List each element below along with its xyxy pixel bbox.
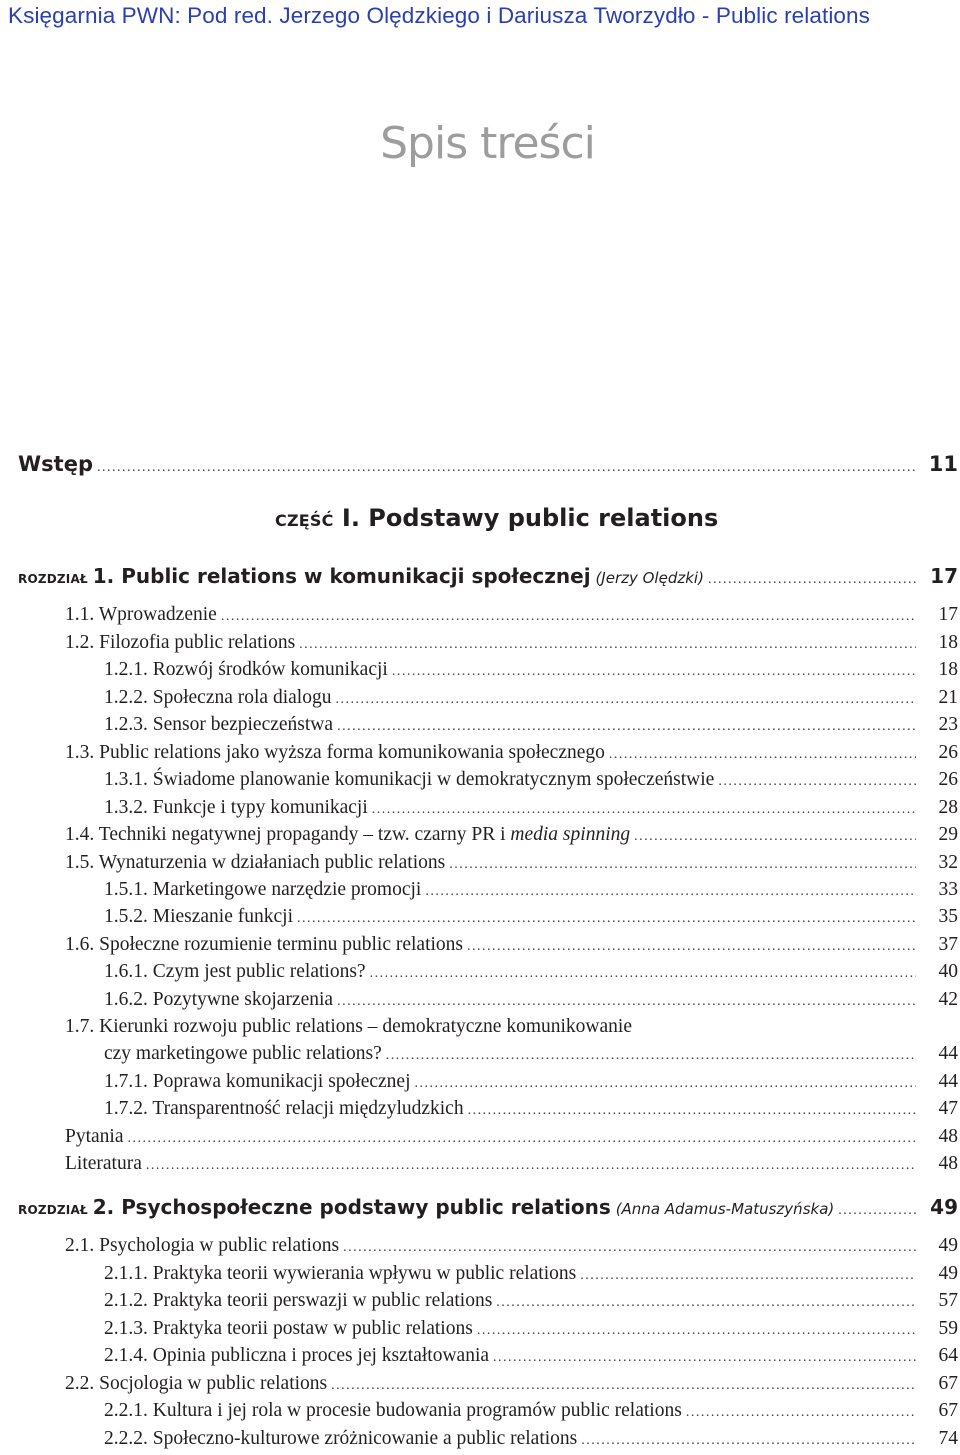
toc-entry-label: Literatura bbox=[65, 1153, 142, 1174]
toc-page-number: 49 bbox=[930, 1195, 958, 1219]
chapter-prefix: ROZDZIAŁ bbox=[18, 1203, 88, 1217]
toc-entry-text bbox=[104, 1397, 682, 1425]
toc-entry-label-line2: czy marketingowe public relations? bbox=[104, 1043, 382, 1064]
toc-entry-label: Funkcje i typy komunikacji bbox=[152, 797, 368, 818]
toc-entry-number: 2.1.2. bbox=[104, 1290, 148, 1311]
toc-entry-number: 2.2.2. bbox=[104, 1428, 148, 1449]
toc-entry-text bbox=[104, 1260, 576, 1288]
toc-leader bbox=[370, 960, 916, 988]
toc-entry-text bbox=[104, 1425, 577, 1453]
toc-entry[interactable] bbox=[0, 601, 960, 629]
toc-entry[interactable] bbox=[0, 766, 960, 794]
toc-entry-number: 1.5.2. bbox=[104, 906, 148, 927]
toc-leader bbox=[221, 603, 916, 631]
toc-leader bbox=[343, 1234, 916, 1262]
toc-leader bbox=[609, 741, 916, 769]
toc-entry[interactable] bbox=[0, 903, 960, 931]
toc-entry-label: Sensor bezpieczeństwa bbox=[152, 714, 334, 735]
toc-entry[interactable] bbox=[0, 1068, 960, 1096]
toc-leader bbox=[331, 1372, 916, 1400]
toc-page-number: 23 bbox=[938, 714, 958, 735]
toc-leader bbox=[297, 905, 916, 933]
toc-entry-label: Wynaturzenia w działaniach public relations bbox=[98, 852, 446, 873]
toc-entry-text bbox=[65, 1123, 124, 1151]
toc-entry-text bbox=[104, 684, 331, 712]
toc-page-number: 44 bbox=[938, 1071, 958, 1092]
toc-leader bbox=[581, 1427, 916, 1455]
toc-leader bbox=[392, 658, 916, 686]
toc-entry[interactable] bbox=[0, 1150, 960, 1178]
toc-entry-label: Socjologia w public relations bbox=[99, 1373, 328, 1394]
toc-entry-number: 2.2.1. bbox=[104, 1400, 148, 1421]
toc-entry-label: Praktyka teorii wywierania wpływu w public relations bbox=[152, 1263, 577, 1284]
toc-entry[interactable] bbox=[0, 1425, 960, 1453]
toc-entry-label-italic: media spinning bbox=[510, 824, 631, 845]
chapter-author: (Anna Adamus-Matuszyńska) bbox=[615, 1200, 835, 1218]
toc-leader bbox=[634, 823, 916, 851]
part-heading bbox=[275, 504, 718, 532]
toc-entry[interactable] bbox=[0, 821, 960, 849]
toc-entry[interactable] bbox=[0, 958, 960, 986]
toc-entry[interactable] bbox=[0, 629, 960, 657]
toc-entry-number: 2.1.1. bbox=[104, 1263, 148, 1284]
toc-page-number: 42 bbox=[938, 989, 958, 1010]
toc-entry[interactable] bbox=[0, 876, 960, 904]
toc-entry-number: 1.6.1. bbox=[104, 961, 148, 982]
toc-leader bbox=[337, 713, 916, 741]
toc-entry[interactable] bbox=[0, 1123, 960, 1151]
toc-page-number: 47 bbox=[938, 1098, 958, 1119]
toc-entry-label: Poprawa komunikacji społecznej bbox=[152, 1071, 411, 1092]
toc-entry[interactable] bbox=[0, 1342, 960, 1370]
toc-entry[interactable] bbox=[0, 931, 960, 959]
toc-page-number: 26 bbox=[938, 742, 958, 763]
toc-page-number: 17 bbox=[938, 604, 958, 625]
toc-leader bbox=[299, 631, 916, 659]
toc-leader bbox=[718, 768, 916, 796]
toc-entry-number: 1.6.2. bbox=[104, 989, 148, 1010]
toc-leader bbox=[838, 1197, 916, 1225]
toc-page-number: 40 bbox=[938, 961, 958, 982]
toc-leader bbox=[493, 1344, 916, 1372]
toc-entry[interactable] bbox=[0, 1260, 960, 1288]
toc-entry-number: 1.7. bbox=[65, 1016, 95, 1037]
toc-page-number: 35 bbox=[938, 906, 958, 927]
toc-entry-label: Opinia publiczna i proces jej kształtowania bbox=[152, 1345, 490, 1366]
toc-entry-label: Czym jest public relations? bbox=[152, 961, 366, 982]
chapter-prefix: ROZDZIAŁ bbox=[18, 572, 88, 586]
toc-entry-number: 1.3.2. bbox=[104, 797, 148, 818]
toc-page-number: 48 bbox=[938, 1153, 958, 1174]
toc-entry-text bbox=[104, 876, 421, 904]
toc-entry-number: 1.5. bbox=[65, 852, 95, 873]
toc-entry-number: 1.2. bbox=[65, 632, 95, 653]
toc-entry-text bbox=[104, 1342, 489, 1370]
toc-entry-number: 1.1. bbox=[65, 604, 95, 625]
toc-leader bbox=[337, 988, 916, 1016]
toc-entry-text bbox=[65, 1150, 142, 1178]
toc-page-number: 11 bbox=[928, 452, 958, 476]
page-title: Spis treści bbox=[380, 118, 595, 169]
toc-page-number: 67 bbox=[938, 1400, 958, 1421]
toc-entry[interactable] bbox=[0, 1370, 960, 1398]
toc-entry-number: 2.1.4. bbox=[104, 1345, 148, 1366]
toc-leader bbox=[372, 796, 916, 824]
toc-entry-number: 1.2.3. bbox=[104, 714, 148, 735]
toc-entry-text bbox=[65, 849, 445, 877]
toc-page-number: 49 bbox=[938, 1235, 958, 1256]
toc-entry-label: Marketingowe narzędzie promocji bbox=[152, 879, 422, 900]
toc-entry-text bbox=[104, 766, 714, 794]
toc-leader bbox=[496, 1289, 916, 1317]
toc-page-number: 33 bbox=[938, 879, 958, 900]
toc-entry-label: Transparentność relacji międzyludzkich bbox=[152, 1098, 464, 1119]
toc-entry-number: 1.5.1. bbox=[104, 879, 148, 900]
toc-entry-number: 1.3. bbox=[65, 742, 95, 763]
toc-page-number: 64 bbox=[938, 1345, 958, 1366]
toc-entry-number: 1.7.1. bbox=[104, 1071, 148, 1092]
toc-entry-label: Rozwój środków komunikacji bbox=[152, 659, 388, 680]
toc-page-number: 26 bbox=[938, 769, 958, 790]
toc-entry[interactable] bbox=[0, 684, 960, 712]
toc-entry-label: Praktyka teorii perswazji w public relations bbox=[152, 1290, 493, 1311]
toc-page-number: 28 bbox=[938, 797, 958, 818]
toc-leader bbox=[335, 686, 916, 714]
toc-page-number: 21 bbox=[938, 687, 958, 708]
toc-leader bbox=[425, 878, 916, 906]
toc-entry[interactable] bbox=[0, 1397, 960, 1425]
toc-entry-label: Społeczne rozumienie terminu public relations bbox=[99, 934, 464, 955]
toc-entry-text bbox=[65, 821, 630, 849]
toc-entry-text bbox=[104, 1315, 473, 1343]
toc-entry[interactable] bbox=[0, 1232, 960, 1260]
toc-entry[interactable] bbox=[0, 739, 960, 767]
toc-page-number: 59 bbox=[938, 1318, 958, 1339]
toc-entry[interactable] bbox=[0, 1287, 960, 1315]
chapter-title: 2. Psychospołeczne podstawy public relations bbox=[92, 1195, 611, 1219]
toc-leader bbox=[580, 1262, 916, 1290]
toc-chapter-2[interactable] bbox=[0, 1193, 960, 1221]
toc-leader bbox=[415, 1070, 916, 1098]
toc-page-number: 18 bbox=[938, 632, 958, 653]
toc-leader bbox=[449, 851, 916, 879]
toc-entry-number: 1.4. bbox=[65, 824, 95, 845]
toc-leader bbox=[708, 566, 916, 594]
toc-entry-text bbox=[65, 601, 217, 629]
toc-entry-label: Kierunki rozwoju public relations – demokratyczne komunikowanie bbox=[99, 1016, 632, 1037]
toc-entry-text bbox=[65, 1013, 632, 1041]
toc-entry[interactable] bbox=[0, 849, 960, 877]
toc-entry-text bbox=[104, 1095, 464, 1123]
toc-page-number: 57 bbox=[938, 1290, 958, 1311]
toc-entry[interactable] bbox=[0, 711, 960, 739]
toc-page-number: 48 bbox=[938, 1126, 958, 1147]
toc-entry-label: Filozofia public relations bbox=[99, 632, 296, 653]
toc-page-number: 18 bbox=[938, 659, 958, 680]
toc-page-number: 67 bbox=[938, 1373, 958, 1394]
toc-entry[interactable] bbox=[0, 794, 960, 822]
toc-entry-text bbox=[104, 986, 333, 1014]
toc-entry-label: Psychologia w public relations bbox=[99, 1235, 340, 1256]
toc-entry-label: Pozytywne skojarzenia bbox=[152, 989, 334, 1010]
toc-entry-number: 1.3.1. bbox=[104, 769, 148, 790]
toc-page-number: 49 bbox=[938, 1263, 958, 1284]
toc-entry-continuation[interactable] bbox=[0, 1040, 960, 1068]
toc-entry-label: Społeczna rola dialogu bbox=[152, 687, 332, 708]
toc-entry-text bbox=[65, 739, 605, 767]
toc-entry-number: 2.2. bbox=[65, 1373, 95, 1394]
toc-entry-number: 2.1.3. bbox=[104, 1318, 148, 1339]
toc-leader bbox=[468, 1097, 916, 1125]
toc-leader bbox=[467, 933, 916, 961]
toc-entry-text bbox=[65, 629, 295, 657]
toc-leader bbox=[477, 1317, 916, 1345]
toc-leader bbox=[686, 1399, 916, 1427]
toc-entry-label: Praktyka teorii postaw w public relations bbox=[152, 1318, 473, 1339]
toc-entry-number: 1.7.2. bbox=[104, 1098, 148, 1119]
toc-entry-label: Public relations jako wyższa forma komunikowania społecznego bbox=[99, 742, 605, 763]
toc-page-number: 29 bbox=[938, 824, 958, 845]
toc-entry-label: Społeczno-kulturowe zróżnicowanie a public relations bbox=[152, 1428, 578, 1449]
toc-entry[interactable] bbox=[0, 656, 960, 684]
toc-entry-text bbox=[104, 1068, 411, 1096]
toc-entry[interactable] bbox=[0, 1315, 960, 1343]
toc-leader bbox=[128, 1125, 917, 1153]
toc-entry[interactable] bbox=[0, 1095, 960, 1123]
toc-entry-number: 2.1. bbox=[65, 1235, 95, 1256]
toc-entry-label: Wprowadzenie bbox=[98, 604, 217, 625]
toc-entry-text bbox=[104, 656, 388, 684]
toc-entry[interactable] bbox=[0, 1013, 960, 1041]
toc-entry-text bbox=[65, 931, 463, 959]
toc-entry-label: Pytania bbox=[65, 1126, 124, 1147]
toc-entry-label: Kultura i jej rola w procesie budowania programów public relations bbox=[152, 1400, 682, 1421]
toc-page-number: 44 bbox=[938, 1043, 958, 1064]
part-title: I. Podstawy public relations bbox=[341, 504, 719, 532]
toc-leader bbox=[386, 1042, 916, 1070]
toc-entry-label: Świadome planowanie komunikacji w demokratycznym społeczeństwie bbox=[152, 769, 715, 790]
toc-page-number: 32 bbox=[938, 852, 958, 873]
toc-entry[interactable] bbox=[0, 986, 960, 1014]
toc-leader bbox=[146, 1152, 916, 1180]
toc-page-number: 74 bbox=[938, 1428, 958, 1449]
toc-entry-number: 1.2.1. bbox=[104, 659, 148, 680]
toc-entry-number: 1.2.2. bbox=[104, 687, 148, 708]
toc-page-number: 37 bbox=[938, 934, 958, 955]
toc-entry-text bbox=[104, 794, 368, 822]
chapter-title: 1. Public relations w komunikacji społecznej bbox=[92, 564, 591, 588]
toc-entry-text bbox=[65, 1370, 327, 1398]
toc-entry-text bbox=[104, 903, 293, 931]
toc-entry-text bbox=[104, 958, 366, 986]
toc-entry-number: 1.6. bbox=[65, 934, 95, 955]
toc-entry-label: Techniki negatywnej propagandy – tzw. czarny PR i bbox=[98, 824, 506, 845]
toc-page-number: 17 bbox=[930, 564, 958, 588]
toc-entry-text bbox=[65, 1232, 339, 1260]
part-prefix: CZĘŚĆ bbox=[275, 511, 334, 530]
toc-label: Wstęp bbox=[18, 452, 93, 476]
toc-chapter-1[interactable] bbox=[0, 562, 960, 590]
toc-entry-intro[interactable] bbox=[0, 450, 960, 478]
store-header-link[interactable]: Księgarnia PWN: Pod red. Jerzego Olędzkiego i Dariusza Tworzydło - Public relations bbox=[8, 3, 871, 28]
toc-entry-text bbox=[104, 711, 333, 739]
toc-entry-label: Mieszanie funkcji bbox=[152, 906, 293, 927]
chapter-author: (Jerzy Olędzki) bbox=[595, 569, 704, 587]
toc-entry-text bbox=[104, 1287, 492, 1315]
toc-leader bbox=[97, 454, 916, 482]
